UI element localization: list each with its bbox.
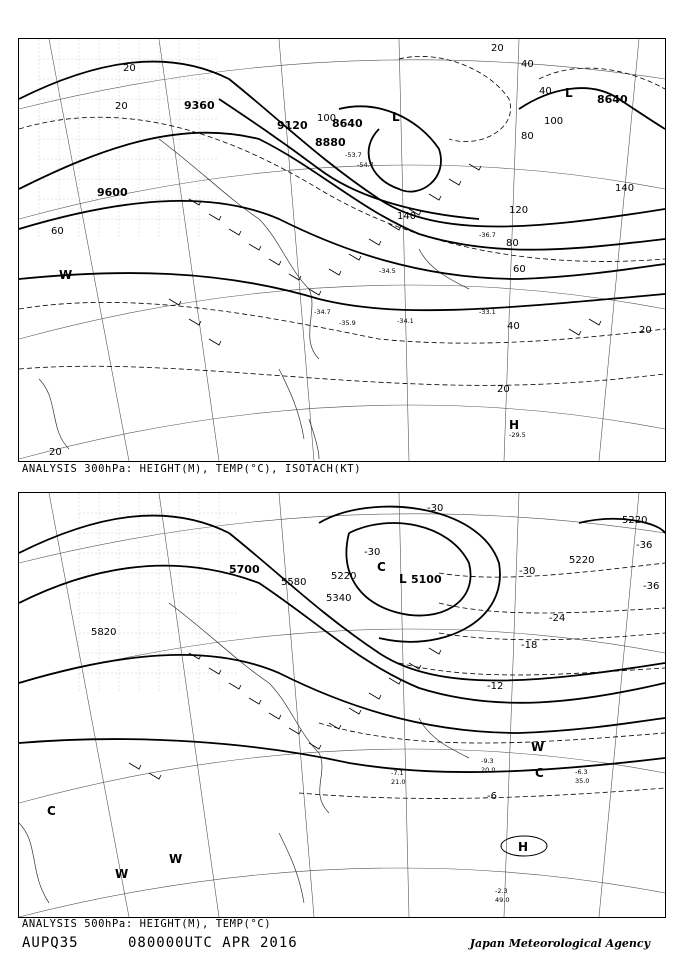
isotach-label: 140 bbox=[615, 183, 635, 194]
low-center-symbol: L bbox=[399, 572, 407, 586]
height-label: 5700 bbox=[229, 563, 260, 576]
height-label: 5340 bbox=[326, 593, 352, 604]
temp-label: -36 bbox=[643, 581, 660, 592]
map-300hpa bbox=[18, 38, 666, 462]
low-center-symbol: L bbox=[565, 86, 573, 100]
isotach-label: 40 bbox=[507, 321, 520, 332]
warm-center-symbol: W bbox=[531, 740, 545, 754]
height-label: 9600 bbox=[97, 186, 128, 199]
wind-barbs bbox=[129, 648, 441, 779]
height-label: 9360 bbox=[184, 99, 215, 112]
height-label: 8640 bbox=[597, 93, 628, 106]
warm-center-symbol: W bbox=[169, 852, 183, 866]
chart-code: AUPQ35 bbox=[22, 935, 79, 951]
temp-label: -30 bbox=[364, 547, 381, 558]
station-value: -9.3 bbox=[481, 757, 494, 765]
isotach-label: 20 bbox=[115, 101, 128, 112]
temp-label: -30 bbox=[519, 566, 536, 577]
caption-500hpa: ANALYSIS 500hPa: HEIGHT(M), TEMP(°C) bbox=[22, 918, 272, 930]
temp-label: -34.5 bbox=[379, 267, 396, 275]
height-label: 5100 bbox=[411, 573, 442, 586]
temp-label: -24 bbox=[549, 613, 566, 624]
temp-labels bbox=[364, 503, 659, 802]
isotach-label: 60 bbox=[51, 226, 64, 237]
temp-label: -29.5 bbox=[509, 431, 526, 439]
high-center-symbol: H bbox=[518, 840, 529, 854]
station-values bbox=[391, 757, 589, 904]
temp-label: -35.9 bbox=[339, 319, 356, 327]
warm-center-symbol: W bbox=[59, 268, 73, 282]
height-label: 9120 bbox=[277, 119, 308, 132]
warm-center-symbol: W bbox=[115, 867, 129, 881]
valid-time: 080000UTC APR 2016 bbox=[128, 935, 298, 951]
high-center-symbol: H bbox=[509, 418, 520, 432]
station-value: -6.3 bbox=[575, 768, 588, 776]
isotach-label: 20 bbox=[497, 384, 510, 395]
isotach-label: 40 bbox=[521, 59, 534, 70]
height-label: 5220 bbox=[331, 571, 357, 582]
height-label: 8640 bbox=[332, 117, 363, 130]
height-label: 5580 bbox=[281, 577, 307, 588]
temp-label: -36.7 bbox=[479, 231, 496, 239]
temp-label: -6 bbox=[487, 791, 497, 802]
coastline bbox=[19, 603, 469, 903]
height-label: 8880 bbox=[315, 136, 346, 149]
temp-label: -34.1 bbox=[397, 317, 414, 325]
cold-center-symbol: C bbox=[377, 560, 386, 574]
cold-center-symbol: C bbox=[47, 804, 56, 818]
agency-name: Japan Meteorological Agency bbox=[469, 937, 650, 950]
station-value: -7.1 bbox=[391, 769, 404, 777]
map-300hpa-canvas bbox=[19, 39, 665, 461]
isotach-label: 20 bbox=[49, 447, 62, 458]
temp-label: -33.1 bbox=[479, 308, 496, 316]
isotach-label: 20 bbox=[123, 63, 136, 74]
height-labels bbox=[97, 93, 628, 199]
temp-label: -54.7 bbox=[357, 161, 374, 169]
map-500hpa-canvas bbox=[19, 493, 665, 917]
temp-label: -12 bbox=[487, 681, 504, 692]
isotach-label: 20 bbox=[491, 43, 504, 54]
station-value: -2.3 bbox=[495, 887, 508, 895]
height-label: 5820 bbox=[91, 627, 117, 638]
temp-label: -53.7 bbox=[345, 151, 362, 159]
isotach-label: 80 bbox=[506, 238, 519, 249]
temp-label: -36 bbox=[636, 540, 653, 551]
height-label: 5220 bbox=[622, 515, 648, 526]
isotach-label: 60 bbox=[513, 264, 526, 275]
temp-label: -18 bbox=[521, 640, 538, 651]
station-value: 49.0 bbox=[495, 896, 510, 904]
isotach-label: 20 bbox=[639, 325, 652, 336]
isotach-label: 100 bbox=[544, 116, 564, 127]
station-value: 20.0 bbox=[481, 766, 496, 774]
isotach-label: 80 bbox=[521, 131, 534, 142]
wind-barbs bbox=[169, 164, 601, 345]
isotach-label: 40 bbox=[539, 86, 552, 97]
height-label: 5220 bbox=[569, 555, 595, 566]
isotach-label: 140 bbox=[397, 211, 417, 222]
temp-label: -34.7 bbox=[314, 308, 331, 316]
temp-labels bbox=[314, 151, 529, 439]
isotach-label: 100 bbox=[317, 113, 337, 124]
map-500hpa bbox=[18, 492, 666, 918]
caption-300hpa: ANALYSIS 300hPa: HEIGHT(M), TEMP(°C), ISOTACH(KT) bbox=[22, 463, 362, 475]
station-value: 21.0 bbox=[391, 778, 406, 786]
isotach-label: 120 bbox=[509, 205, 529, 216]
temp-label: -30 bbox=[427, 503, 444, 514]
station-value: 35.0 bbox=[575, 777, 590, 785]
low-center-symbol: L bbox=[392, 110, 400, 124]
cold-center-symbol: C bbox=[535, 766, 544, 780]
